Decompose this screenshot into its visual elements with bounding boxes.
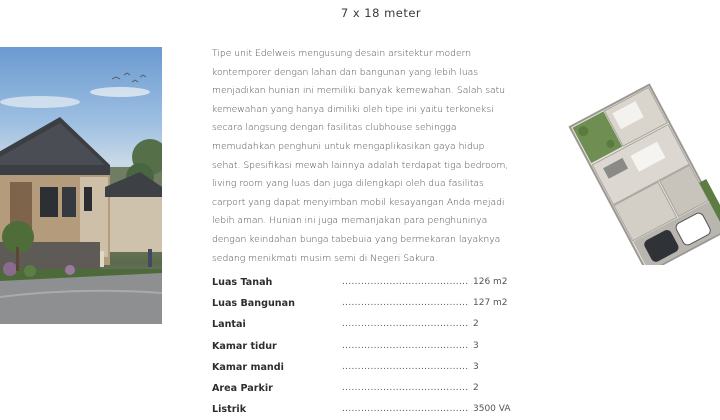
spec-dots: ........................................: [342, 382, 469, 393]
spec-value: 2: [473, 319, 479, 330]
spec-label: Luas Bangunan: [212, 298, 295, 310]
spec-row: [212, 357, 522, 378]
spec-value: 127 m2: [473, 298, 508, 309]
spec-dots: ........................................: [342, 404, 469, 415]
floor-plan-illustration: [560, 80, 720, 265]
spec-dots: ........................................: [342, 340, 469, 351]
unit-dimension-title: 7 x 18 meter: [340, 6, 422, 20]
spec-dots: ........................................: [342, 361, 469, 372]
spec-value: 3: [473, 361, 479, 372]
spec-label: Kamar tidur: [212, 340, 277, 352]
spec-row: [212, 314, 522, 335]
spec-value: 126 m2: [473, 277, 508, 287]
spec-label: Luas Tanah: [212, 277, 273, 288]
spec-dots: ........................................: [342, 298, 469, 309]
spec-label: Area Parkir: [212, 382, 273, 394]
spec-value: 2: [473, 382, 479, 393]
spec-row: [212, 399, 522, 420]
unit-description: Tipe unit Edelweis mengusung desain arsitektur modern kontemporer dengan lahan dan bangunan yang lebih luas menjadikan hunian ini memiliki banyak kemewahan. Salah satu kemewahan yang hanya dimiliki oleh tipe ini yaitu terkoneksi secara langsung dengan fasilitas clubhouse sehingga memudahkan penghuni untuk mengaplikasikan gaya hidup sehat. Spesifikasi mewah lainnya adalah terdapat tiga bedroom, living room yang luas dan juga dilengkapi oleh dua fasilitas carport yang dapat menyimban mobil kesayangan Anda mejadi lebih aman. Hunian ini juga memanjakan para penghuninya dengan keindahan bunga tabebuia yang bermekaran layaknya sedang menikmati musim semi di Negeri Sakura.: [212, 48, 509, 264]
spec-label: Listrik: [212, 404, 247, 416]
spec-row: [212, 336, 522, 357]
spec-label: Lantai: [212, 319, 246, 331]
floor-plan-image: [560, 80, 720, 265]
house-exterior-illustration: [0, 47, 162, 324]
spec-value: 3: [473, 340, 479, 351]
spec-dots: ........................................: [342, 319, 469, 330]
spec-row: [212, 272, 522, 293]
spec-table: [212, 272, 522, 420]
spec-row: [212, 378, 522, 399]
spec-row: [212, 293, 522, 314]
spec-value: 3500 VA: [473, 404, 511, 415]
house-exterior-image: [0, 47, 162, 324]
spec-label: Kamar mandi: [212, 361, 284, 373]
spec-dots: ........................................: [342, 277, 469, 287]
